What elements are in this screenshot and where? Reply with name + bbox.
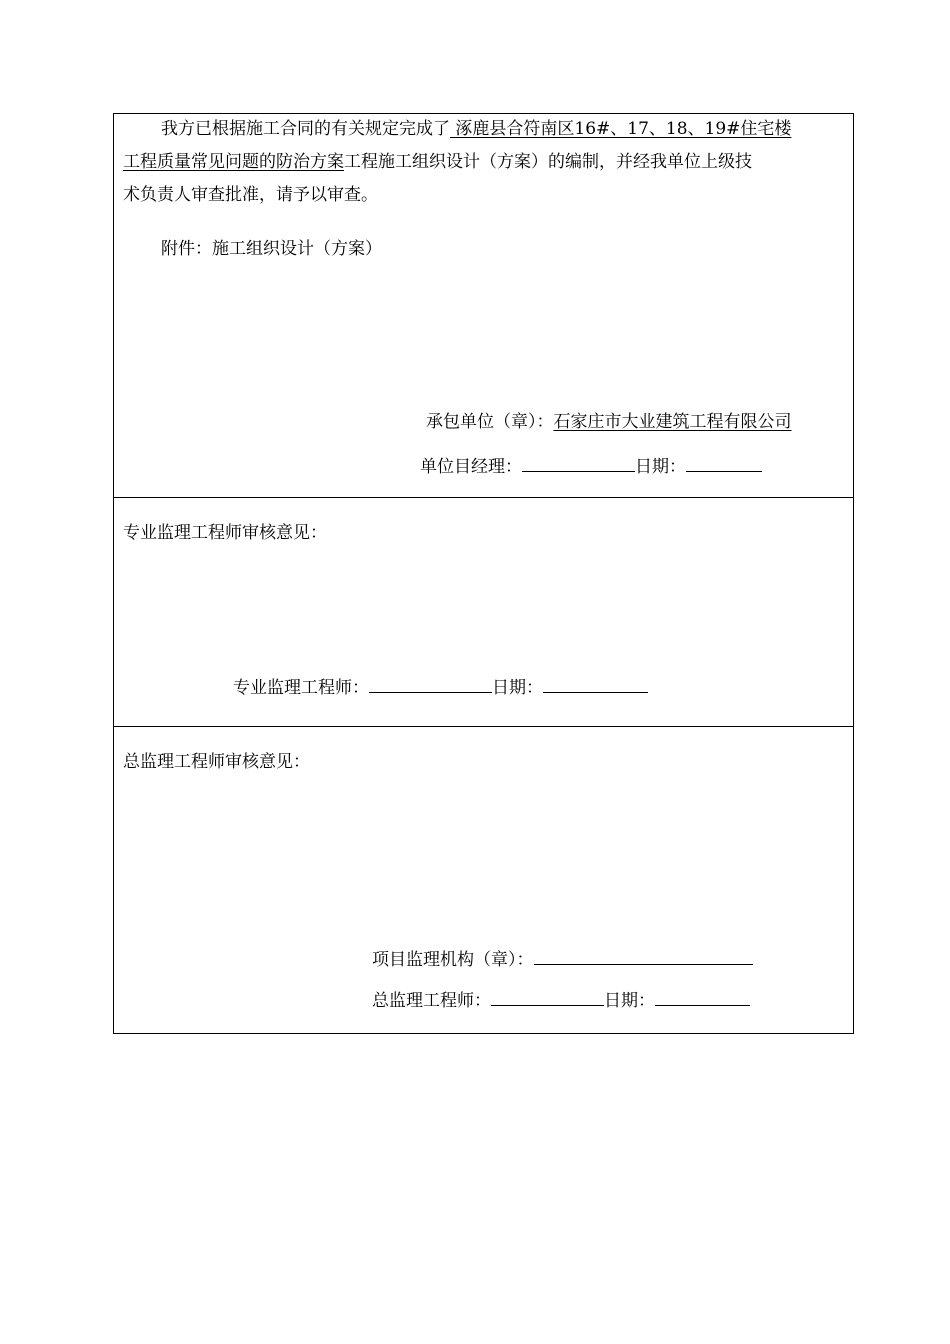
specialist-signature-line bbox=[233, 677, 648, 698]
intro-line-2-suffix: 工程施工组织设计（方案）的编制，并经我单位上级技 bbox=[344, 152, 752, 172]
specialist-review-section bbox=[114, 498, 853, 727]
manager-label: 单位目经理： bbox=[420, 457, 522, 477]
chief-signer-label: 总监理工程师： bbox=[372, 991, 491, 1011]
specialist-date-blank[interactable] bbox=[543, 677, 648, 693]
specialist-signature-blank[interactable] bbox=[369, 677, 492, 693]
chief-date-label: 日期： bbox=[604, 991, 655, 1011]
intro-line-1 bbox=[161, 119, 791, 139]
manager-signature-blank[interactable] bbox=[522, 456, 635, 472]
manager-date-blank[interactable] bbox=[686, 456, 762, 472]
specialist-signer-label: 专业监理工程师： bbox=[233, 678, 369, 698]
intro-line-1-prefix: 我方已根据施工合同的有关规定完成了 bbox=[161, 119, 450, 139]
manager-date-line bbox=[420, 456, 762, 477]
manager-date-label: 日期： bbox=[635, 457, 686, 477]
chief-review-heading: 总监理工程师审核意见： bbox=[123, 752, 310, 772]
contractor-unit-label: 承包单位（章）： bbox=[426, 412, 554, 432]
intro-line-2 bbox=[123, 152, 752, 172]
supervision-org-line bbox=[372, 949, 753, 970]
supervision-org-label: 项目监理机构（章）： bbox=[372, 950, 534, 970]
intro-line-3: 术负责人审查批准，请予以审查。 bbox=[123, 185, 378, 205]
approval-form-table bbox=[113, 113, 854, 1034]
project-name-part-2: 工程质量常见问题的防治方案 bbox=[123, 152, 344, 172]
chief-date-blank[interactable] bbox=[655, 990, 750, 1006]
contractor-unit-line bbox=[426, 412, 792, 432]
contractor-unit-value: 石家庄市大业建筑工程有限公司 bbox=[553, 412, 792, 432]
specialist-date-label: 日期： bbox=[492, 678, 543, 698]
project-name-part-1: 涿鹿县合符南区16#、17、18、19#住宅楼 bbox=[450, 119, 792, 139]
attachment-label: 附件：施工组织设计（方案） bbox=[161, 239, 382, 259]
chief-signature-blank[interactable] bbox=[491, 990, 604, 1006]
submission-section bbox=[114, 114, 853, 498]
chief-review-section bbox=[114, 727, 853, 1033]
supervision-org-seal-blank[interactable] bbox=[534, 949, 753, 965]
specialist-review-heading: 专业监理工程师审核意见： bbox=[123, 523, 327, 543]
chief-signature-line bbox=[372, 990, 750, 1011]
